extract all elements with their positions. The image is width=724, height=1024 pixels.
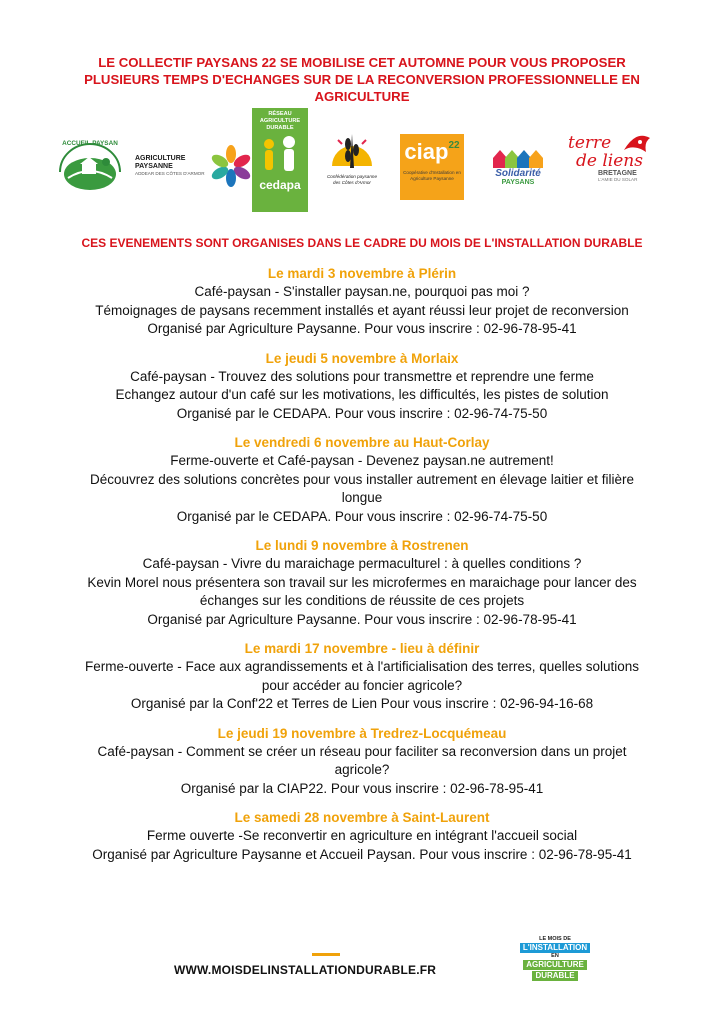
event-item: [20, 349, 704, 424]
event-line: Café-paysan - Trouvez des solutions pour transmettre et reprendre une ferme: [130, 368, 594, 384]
events-list: [20, 264, 704, 874]
badge-line-5: DURABLE: [532, 971, 577, 981]
website-link[interactable]: WWW.MOISDELINSTALLATIONDURABLE.FR: [174, 963, 437, 977]
event-title: Le samedi 28 novembre à Saint-Laurent: [234, 810, 490, 825]
ciap-subtitle: Coopérative d'Installation en Agriculture Paysanne: [403, 170, 461, 181]
event-line: Café-paysan - S'installer paysan.ne, pourquoi pas moi ?: [194, 284, 530, 299]
tdl-title-2: de liens: [576, 151, 643, 171]
installation-durable-badge: [520, 936, 590, 990]
event-line: pour accéder au foncier agricole?: [261, 677, 463, 693]
section-subheader: CES EVENEMENTS SONT ORGANISES DANS LE CADRE DU MOIS DE L'INSTALLATION DURABLE: [81, 236, 643, 250]
partner-logos: [40, 108, 684, 218]
solidarite-paysans-logo: [486, 136, 550, 196]
event-line: Ferme-ouverte - Face aux agrandissements et à l'artificialisation des terres, quelles solutions: [84, 659, 640, 674]
confederation-paysanne-logo: [322, 128, 382, 202]
solidarite-title: Solidarité: [495, 168, 541, 179]
event-title: Le jeudi 19 novembre à Tredrez-Locquémeau: [217, 725, 507, 741]
event-line: Organisé par Agriculture Paysanne. Pour vous inscrire : 02-96-78-95-41: [147, 611, 577, 627]
event-line: Organisé par la CIAP22. Pour vous inscrire : 02-96-78-95-41: [180, 780, 544, 796]
ap-title-2: PAYSANNE: [135, 163, 173, 171]
event-line: échanges sur les conditions de réussite de ces projets: [199, 593, 525, 608]
event-line: Organisé par le CEDAPA. Pour vous inscrire : 02-96-74-75-50: [176, 508, 548, 524]
event-title: Le mardi 17 novembre - lieu à définir: [244, 641, 480, 656]
event-line: Ferme ouverte -Se reconvertir en agriculture en intégrant l'accueil social: [146, 828, 578, 843]
event-title: Le jeudi 5 novembre à Morlaix: [265, 350, 459, 366]
event-item: [20, 536, 704, 629]
cedapa-logo: [252, 108, 308, 212]
event-line: Café-paysan - Vivre du maraichage permaculturel : à quelles conditions ?: [142, 556, 582, 571]
flower-icon: [209, 144, 253, 188]
tdl-subtitle-2: L'AMIE DU SOLAR: [598, 177, 638, 182]
event-line: Organisé par la Conf'22 et Terres de Lien Pour vous inscrire : 02-96-94-16-68: [130, 696, 594, 711]
cedapa-network-text: RÉSEAU AGRICULTURE DURABLE: [259, 111, 301, 131]
ciap-logo: [400, 134, 464, 200]
event-line: Organisé par le CEDAPA. Pour vous inscrire : 02-96-74-75-50: [176, 405, 548, 421]
terre-de-liens-logo: [568, 126, 654, 202]
event-title: Le mardi 3 novembre à Plérin: [267, 266, 457, 281]
page-header: [40, 54, 684, 105]
tdl-subtitle: BRETAGNE: [598, 170, 637, 177]
ap-subtitle: ADDEAR DES CÔTES D'ARMOR: [135, 171, 205, 177]
bird-icon: [622, 130, 652, 156]
event-line: Café-paysan - Comment se créer un réseau pour faciliter sa reconversion dans un projet: [97, 743, 627, 759]
event-line: Echangez autour d'un café sur les motivations, les difficultés, les pistes de solution: [115, 387, 609, 402]
ciap-number: 22: [448, 140, 460, 151]
ciap-name: ciap: [404, 139, 449, 164]
event-line: agricole?: [334, 762, 390, 777]
solidarite-sub: PAYSANS: [501, 179, 535, 186]
accueil-paysan-text: ACCUEIL PAYSAN: [62, 140, 118, 147]
event-line: Découvrez des solutions concrètes pour vous installer autrement en élevage laitier et filière: [89, 471, 635, 487]
event-line: Témoignages de paysans recemment installés et ayant réussi leur projet de reconversion: [95, 302, 629, 318]
tdl-title-1: terre: [568, 133, 612, 153]
event-title: Le vendredi 6 novembre au Haut-Corlay: [234, 435, 490, 450]
badge-line-2: L'INSTALLATION: [520, 943, 590, 953]
event-item: [20, 264, 704, 339]
ap-title-1: AGRICULTURE: [135, 155, 186, 163]
event-line: Organisé par Agriculture Paysanne et Accueil Paysan. Pour vous inscrire : 02-96-78-95-41: [92, 846, 632, 862]
event-item: [20, 724, 704, 799]
event-line: Ferme-ouverte et Café-paysan - Devenez paysan.ne autrement!: [170, 453, 554, 468]
header-line-3: AGRICULTURE: [314, 89, 410, 104]
event-line: longue: [341, 490, 383, 505]
event-line: Kevin Morel nous présentera son travail sur les microfermes en maraichage pour lancer des: [87, 574, 637, 590]
sun-wheat-icon: [328, 128, 376, 174]
badge-line-1: LE MOIS DE: [539, 936, 571, 942]
people-icon: [255, 132, 305, 176]
event-item: [20, 639, 704, 714]
event-item: [20, 808, 704, 864]
event-title: Le lundi 9 novembre à Rostrenen: [255, 538, 469, 553]
houses-icon: [491, 146, 545, 168]
cedapa-name: cedapa: [259, 178, 301, 192]
badge-line-3: EN: [551, 953, 559, 959]
header-line-1: LE COLLECTIF PAYSANS 22 SE MOBILISE CET AUTOMNE POUR VOUS PROPOSER: [98, 55, 626, 70]
event-item: [20, 433, 704, 526]
agriculture-paysanne-logo: [134, 138, 254, 194]
badge-line-4: AGRICULTURE: [523, 960, 587, 970]
conf-subtitle: Confédération paysanne des Côtes d'Armor: [326, 174, 378, 185]
footer-divider: [312, 953, 340, 956]
accueil-paysan-logo: [54, 134, 126, 194]
event-line: Organisé par Agriculture Paysanne. Pour vous inscrire : 02-96-78-95-41: [147, 321, 577, 336]
header-line-2: PLUSIEURS TEMPS D'ECHANGES SUR DE LA RECONVERSION PROFESSIONNELLE EN: [84, 72, 640, 87]
